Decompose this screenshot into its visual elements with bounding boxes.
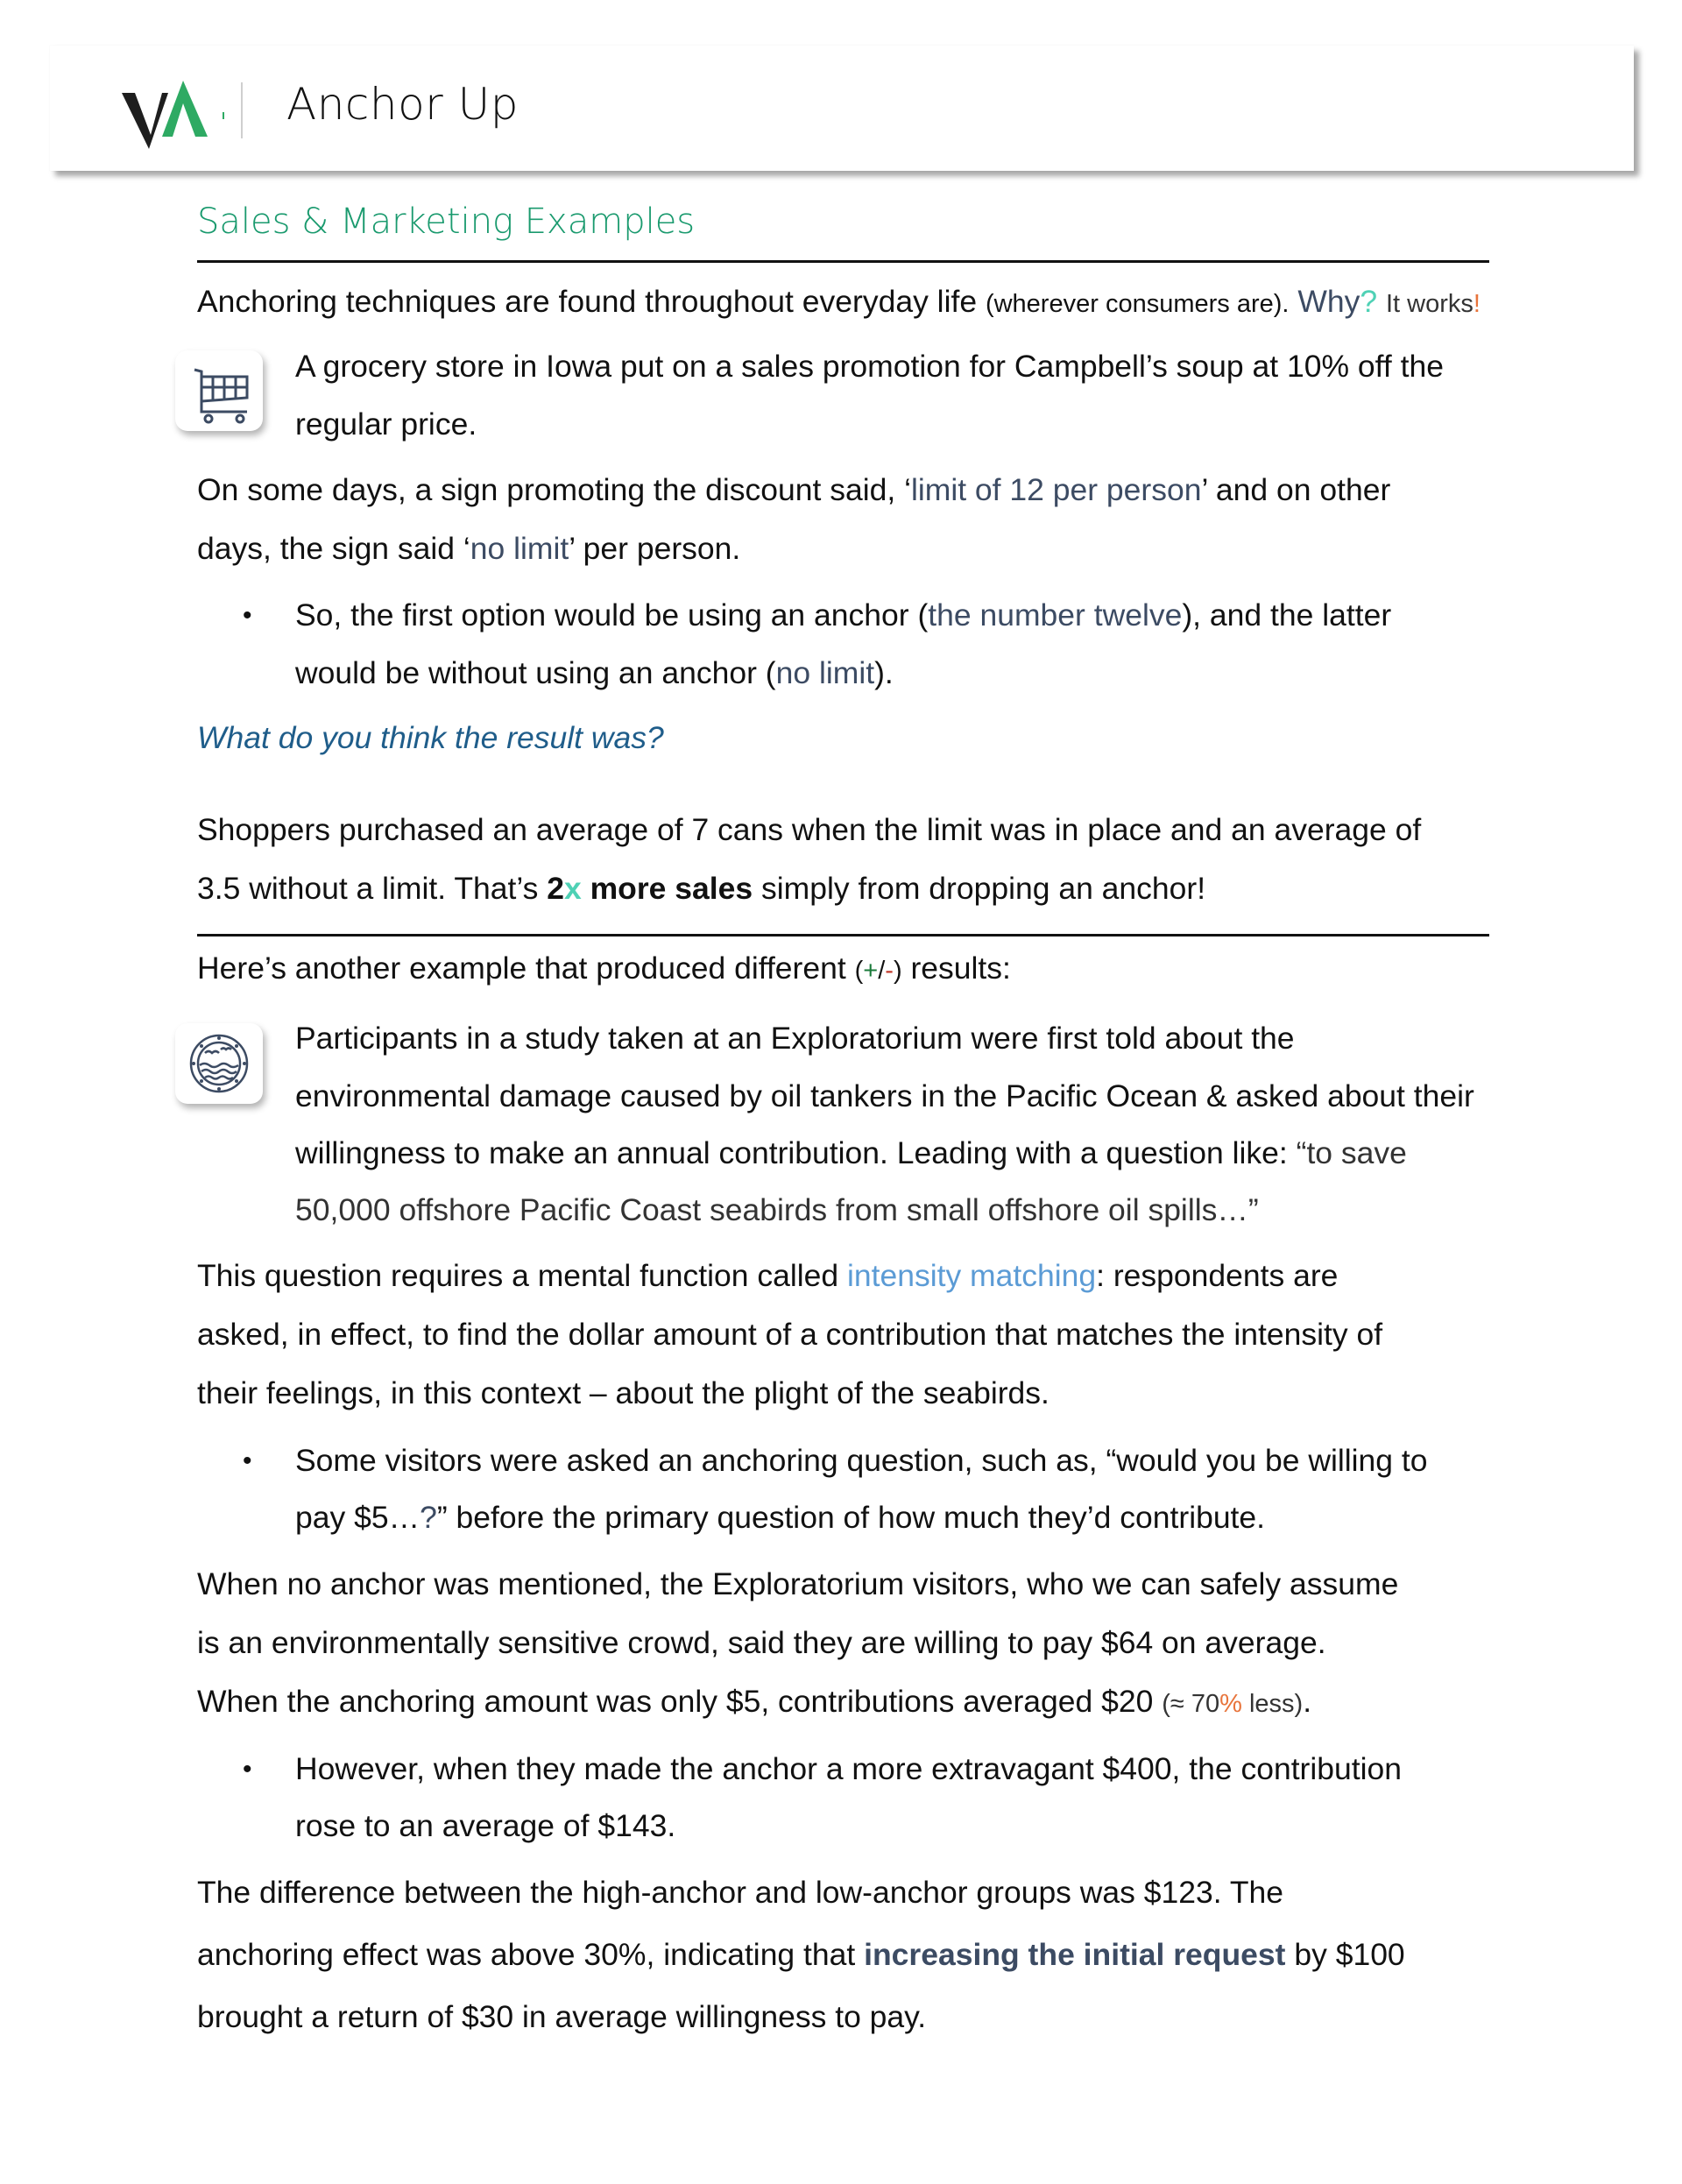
text: by $100 — [1285, 1937, 1405, 1972]
question-mark: ? — [420, 1500, 437, 1535]
approx-value: (≈ 70 — [1162, 1690, 1220, 1718]
text: pay $5… — [295, 1500, 420, 1535]
porthole-seabirds-icon — [175, 1023, 263, 1104]
header-divider — [241, 82, 243, 138]
section-divider — [197, 260, 1489, 263]
difference-line1: The difference between the high-anchor and low-anchor groups was $123. The — [197, 1875, 1284, 1910]
it-works-exclamation: ! — [1473, 290, 1481, 318]
bullet3-line1: However, when they made the anchor a more extravagant $400, the contribution — [295, 1751, 1402, 1786]
text: Here’s another example that produced different — [197, 951, 855, 986]
cart-icon-tile — [175, 350, 263, 431]
header-title: Anchor Up — [286, 79, 519, 130]
increasing-request-phrase: increasing the initial request — [864, 1937, 1286, 1972]
sign-line1 — [197, 470, 1390, 509]
text: days, the sign said ‘ — [197, 531, 470, 566]
paren: ( — [854, 957, 864, 985]
result-line1: Shoppers purchased an average of 7 cans when the limit was in place and an average of — [197, 812, 1422, 847]
intro-aside: (wherever consumers are). — [985, 290, 1290, 318]
study-quote: 50,000 offshore Pacific Coast seabirds from small offshore oil spills…” — [295, 1192, 1259, 1227]
bullet1-line2 — [295, 654, 894, 692]
intensity-matching-term: intensity matching — [846, 1258, 1097, 1293]
no-limit-phrase: no limit — [775, 655, 875, 690]
document-header — [50, 46, 1634, 171]
no-anchor-line3 — [197, 1682, 1311, 1723]
difference-line2 — [197, 1935, 1405, 1974]
text: ’ and on other — [1201, 472, 1391, 507]
example1-line1: A grocery store in Iowa put on a sales promotion for Campbell’s soup at 10% off the — [295, 349, 1444, 384]
porthole-icon-tile — [175, 1023, 263, 1104]
two-times-number: 2 — [547, 871, 564, 906]
percent-sign: % — [1219, 1690, 1242, 1718]
bullet-marker: • — [243, 601, 252, 630]
intensity-line3: their feelings, in this context – about the plight of the seabirds. — [197, 1375, 1049, 1410]
text: ), and the latter — [1182, 597, 1392, 633]
no-limit-phrase: no limit — [470, 531, 569, 566]
example-divider — [197, 934, 1489, 937]
text: would be without using an anchor ( — [295, 655, 776, 690]
quote-start: “to save — [1296, 1135, 1407, 1170]
va-logo — [120, 81, 216, 151]
text: When the anchoring amount was only $5, contributions averaged $20 — [197, 1684, 1163, 1719]
text: ” before the primary question of how much they’d contribute. — [436, 1500, 1266, 1535]
minus-sign: - — [885, 957, 894, 985]
result-line2 — [197, 869, 1205, 908]
difference-line3: brought a return of $30 in average willingness to pay. — [197, 1999, 927, 2034]
bullet2-line1: Some visitors were asked an anchoring question, such as, “would you be willing to — [295, 1443, 1428, 1478]
less-text: less) — [1241, 1690, 1304, 1718]
number-twelve-phrase: the number twelve — [928, 597, 1183, 633]
result-question: What do you think the result was? — [197, 720, 664, 755]
text: This question requires a mental function called — [197, 1258, 847, 1293]
plus-sign: + — [863, 957, 879, 985]
no-anchor-line1: When no anchor was mentioned, the Exploratorium visitors, who we can safely assume — [197, 1566, 1399, 1601]
text: ’ per person. — [569, 531, 741, 566]
example2-intro — [197, 949, 1011, 990]
intensity-line2: asked, in effect, to find the dollar amount of a contribution that matches the intensity of — [197, 1317, 1383, 1352]
logo-accent-mark — [223, 112, 224, 119]
section-heading: Sales & Marketing Examples — [197, 201, 696, 242]
slash: / — [878, 957, 886, 985]
text: So, the first option would be using an anchor ( — [295, 597, 929, 633]
text: 3.5 without a limit. That’s — [197, 871, 548, 906]
bullet-marker: • — [243, 1446, 252, 1475]
bullet-marker: • — [243, 1755, 252, 1784]
text: ). — [874, 655, 894, 690]
why-question-mark: ? — [1360, 284, 1378, 319]
text: simply from dropping an anchor! — [753, 871, 1206, 906]
bullet2-line2 — [295, 1498, 1265, 1537]
two-times-x: x — [564, 871, 582, 906]
bullet3-line2: rose to an average of $143. — [295, 1808, 676, 1843]
text: results: — [901, 951, 1011, 986]
limit-phrase: limit of 12 per person — [910, 472, 1202, 507]
intro-line — [197, 282, 1481, 323]
example1-line2: regular price. — [295, 406, 477, 442]
no-anchor-line2: is an environmentally sensitive crowd, said they are willing to pay $64 on average. — [197, 1625, 1326, 1660]
text: On some days, a sign promoting the discount said, ‘ — [197, 472, 911, 507]
study-line2: environmental damage caused by oil tankers in the Pacific Ocean & asked about their — [295, 1078, 1474, 1113]
study-line1: Participants in a study taken at an Exploratorium were first told about the — [295, 1021, 1295, 1056]
text: : respondents are — [1096, 1258, 1339, 1293]
intro-text: Anchoring techniques are found throughout everyday life — [197, 284, 978, 319]
why-text: Why — [1297, 284, 1360, 319]
text: anchoring effect was above 30%, indicating that — [197, 1937, 865, 1972]
it-works-text: It works — [1385, 290, 1474, 318]
bullet1-line1 — [295, 596, 1391, 634]
sign-line2 — [197, 529, 740, 568]
study-line3 — [295, 1134, 1407, 1172]
shopping-cart-icon — [175, 350, 263, 431]
paren: ) — [893, 957, 902, 985]
more-sales-phrase: more sales — [581, 871, 753, 906]
intensity-line1 — [197, 1256, 1338, 1295]
text: willingness to make an annual contribution. Leading with a question like: — [295, 1135, 1297, 1170]
text: . — [1303, 1684, 1312, 1719]
